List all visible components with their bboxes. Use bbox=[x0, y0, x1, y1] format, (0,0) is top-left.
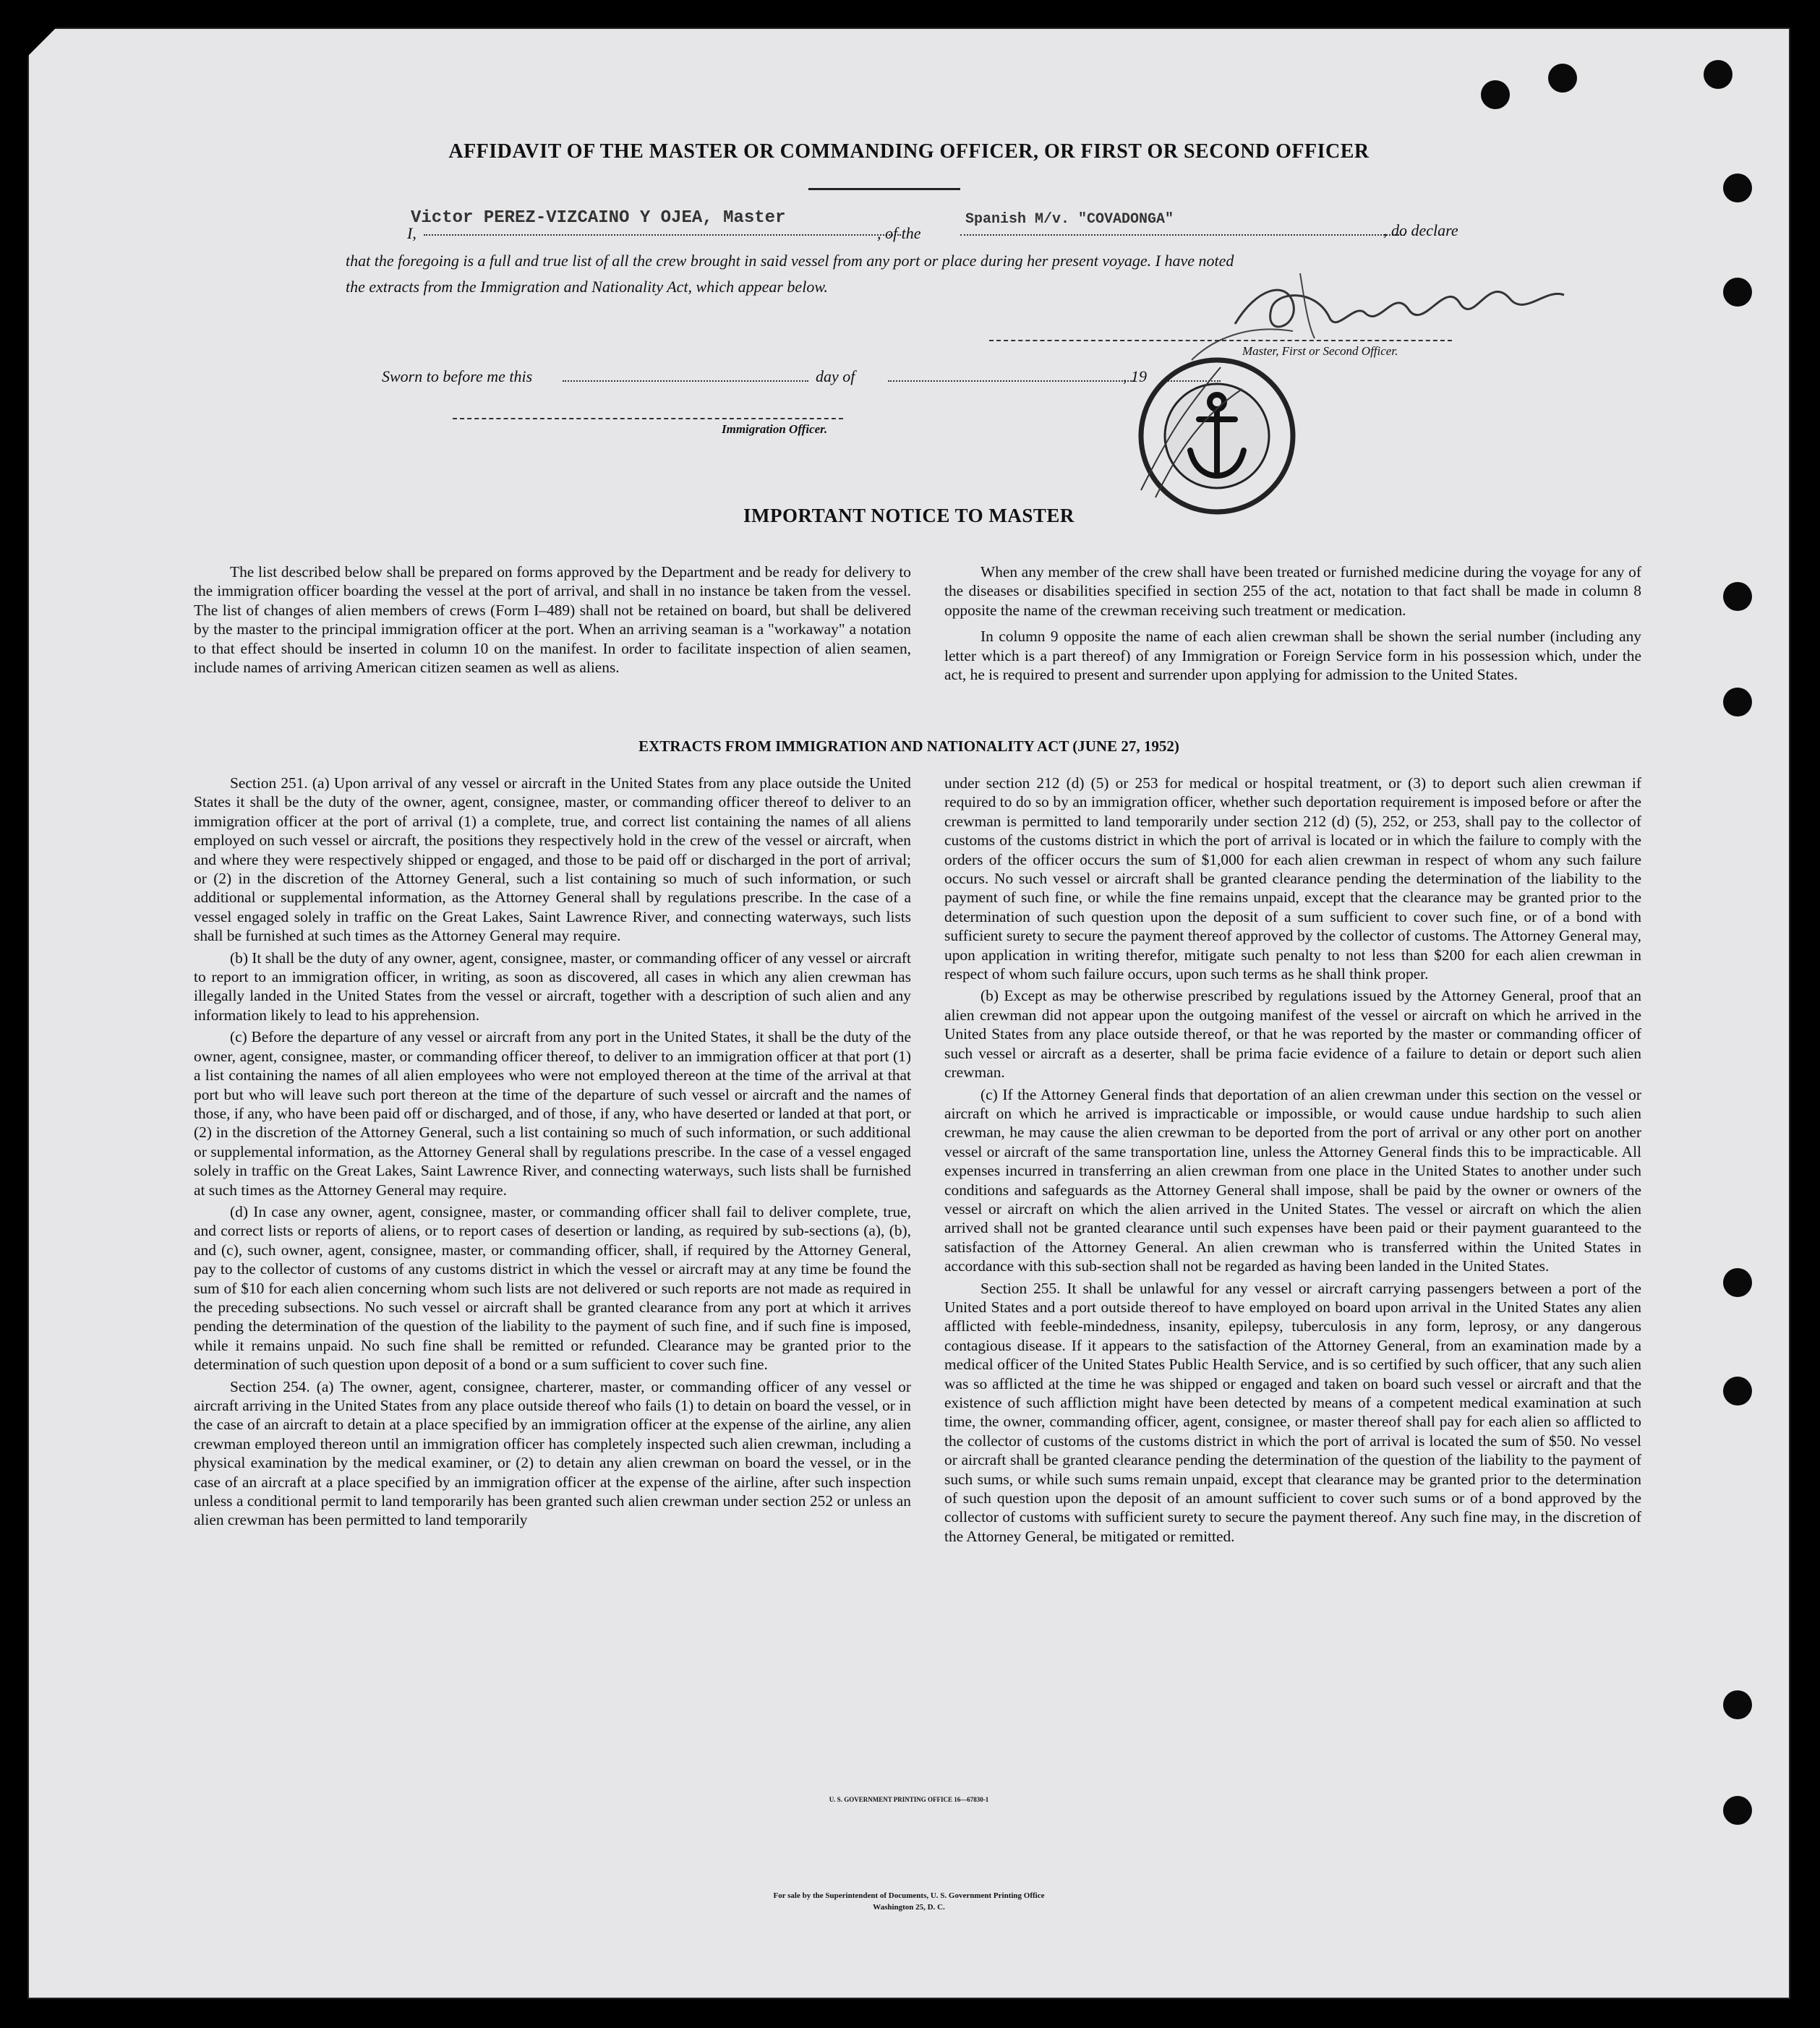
day-of-label: day of bbox=[816, 367, 855, 385]
printing-office-imprint: U. S. GOVERNMENT PRINTING OFFICE 16—67830-1 bbox=[829, 1796, 989, 1803]
section-254a-continued: under section 212 (d) (5) or 253 for medical or hospital treatment, or (3) to deport such alien crewman if required to do so by an immigration officer, whether such deportation requirement is imposed before or after the crewman is permitted to land temporarily under section 212 (d) (5), 252, or 253, shall pay to the collector of customs of the customs district in which the port of arrival is located or in which the failure to comply with the orders of the officer occurs the sum of $1,000 for each alien crewman in respect of whom any such failure occurs. No such vessel or aircraft shall be granted clearance pending the determination of the liability to the payment of such fine, or while the fine remains unpaid, except that the clearance may be granted prior to the determination of such question upon the deposit of a sum sufficient to cover such fine, or of a bond with sufficient surety to secure the payment thereof approved by the collector of customs. The Attorney General may, upon application in writing therefor, mitigate such penalty to not less than $200 for each alien crewman in respect of whom such failure occurs, upon such terms as he shall think proper. bbox=[944, 774, 1641, 983]
punch-hole-icon bbox=[1481, 80, 1510, 109]
punch-hole-icon bbox=[1723, 174, 1752, 202]
immigration-officer-label: Immigration Officer. bbox=[722, 422, 828, 436]
section-251d: (d) In case any owner, agent, consignee, master, or commanding officer shall fail to deliver complete, true, and correct lists or reports of aliens, or to report cases of desertion or landing, as required by sub-sections (a), (b), and (c), such owner, agent, consignee, master, or commanding officer, shall, if required by the Attorney General, pay to the collector of customs of any customs district in which the vessel or aircraft may at any time be found the sum of $10 for each alien concerning whom such lists are not delivered or such reports are not made as required in the preceding subsections. No such vessel or aircraft shall be granted clearance from any port at which it arrives pending the determination of the question of the liability to the payment of such fine, and if such fine is imposed, while it remains unpaid. No such fine shall be remitted or refunded. Clearance may be granted prior to the determination of such question upon deposit of a bond or a sum sufficient to cover such fine. bbox=[194, 1202, 911, 1374]
affidavit-statement: that the foregoing is a full and true list of all the crew brought in said vessel from any port or place during her present voyage. I have noted bbox=[346, 252, 1234, 270]
signature-caption: Master, First or Second Officer. bbox=[1242, 344, 1398, 358]
title-rule bbox=[808, 188, 960, 190]
declarant-name: Victor PEREZ-VIZCAINO Y OJEA, Master bbox=[411, 208, 786, 228]
declarant-line bbox=[424, 234, 901, 236]
section-251b: (b) It shall be the duty of any owner, agent, consignee, master, or commanding officer of any vessel or aircraft to report to an immigration officer, in writing, as soon as discovered, all cases in which any alien crewman has illegally landed in the United States from the vessel or aircraft, together with a description of such alien and any information likely to lead to his apprehension. bbox=[194, 949, 911, 1024]
punch-hole-icon bbox=[1723, 1690, 1752, 1719]
signature-line bbox=[989, 340, 1452, 341]
section-254c: (c) If the Attorney General finds that deportation of an alien crewman under this section on the vessel or aircraft on which he arrived is impracticable or impossible, or would cause undue hardship to such alien crewman, he may cause the alien crewman to be deported from the port of arrival or any other port on another vessel or aircraft of the same transportation line, unless the Attorney General finds this to be impracticable. All expenses incurred in transferring an alien crewman from one place in the United States to another under such conditions and safeguards as the Attorney General shall impose, shall be paid by the owner or owners of the vessel or aircraft on which the alien arrived in the United States. The vessel or aircraft on which the alien arrived shall not be granted clearance until such expenses have been paid or their payment guaranteed to the satisfaction of the Attorney General. An alien crewman who is transferred within the United States in accordance with this sub-section shall not be regarded as having been landed in the United States. bbox=[944, 1085, 1641, 1275]
punch-hole-icon bbox=[1723, 278, 1752, 307]
punch-hole-icon bbox=[1704, 60, 1733, 89]
i-label: I, bbox=[407, 224, 416, 242]
notice-left-column bbox=[194, 562, 911, 680]
notice-right-column bbox=[944, 562, 1641, 687]
extracts-right-column bbox=[944, 774, 1641, 1549]
section-251a: Section 251. (a) Upon arrival of any vessel or aircraft in the United States from any place outside the United States it shall be the duty of the owner, agent, consignee, master, or commanding officer thereof to deliver to an immigration officer at the port of arrival (1) a complete, true, and correct list containing the names of all aliens employed on such vessel or aircraft, the positions they respectively hold in the crew of the vessel or aircraft, when and where they were respectively shipped or engaged, and those to be paid off or discharged in the port of arrival; or (2) in the discretion of the Attorney General, such a list containing so much of such information, or such additional or supplemental information, as the Attorney General shall by regulations prescribe. In the case of a vessel engaged solely in traffic on the Great Lakes, Saint Lawrence River, and connecting waterways, such lists shall be furnished at such times as the Attorney General may require. bbox=[194, 774, 911, 945]
notice-right-paragraph-1: When any member of the crew shall have been treated or furnished medicine during the voyage for any of the diseases or disabilities specified in section 255 of the act, notation to that fact shall be made in column 8 opposite the name of the crewman receiving such treatment or medication. bbox=[944, 563, 1641, 619]
corner-cut bbox=[27, 27, 56, 56]
for-sale-line-2: Washington 25, D. C. bbox=[873, 1903, 945, 1912]
punch-hole-icon bbox=[1723, 582, 1752, 611]
notice-title: IMPORTANT NOTICE TO MASTER bbox=[743, 505, 1075, 526]
section-254b: (b) Except as may be otherwise prescribed by regulations issued by the Attorney General, proof that an alien crewman did not appear upon the outgoing manifest of the vessel or aircraft on which he arrived in the United States from any place outside thereof, or that he was reported by the master or commanding officer of such vessel or aircraft as a deserter, shall be prima facie evidence of a failure to detain or deport such alien crewman. bbox=[944, 987, 1641, 1082]
sworn-label: Sworn to before me this bbox=[382, 367, 533, 385]
affidavit-statement-2: the extracts from the Immigration and Nationality Act, which appear below. bbox=[346, 278, 828, 296]
do-declare-label: , do declare bbox=[1383, 221, 1458, 239]
notice-left-paragraph: The list described below shall be prepared on forms approved by the Department and be ready for delivery to the immigration officer boarding the vessel at the port of arrival, and shall in no instance be taken from the vessel. The list of changes of alien members of crews (Form I–489) shall not be retained on board, but shall be delivered by the master to the principal immigration officer at the port. When an arriving seaman is a "workaway" a notation to that effect should be inserted in column 10 on the manifest. In order to facilitate inspection of alien seamen, include names of arriving American citizen seamen as well as aliens. bbox=[194, 563, 911, 677]
section-254a: Section 254. (a) The owner, agent, consignee, charterer, master, or commanding officer of any vessel or aircraft arriving in the United States from any place outside thereof who fails (1) to detain on board the vessel, or in the case of an aircraft to detain at a place specified by an immigration officer at the expense of the airline, any alien crewman employed thereon until an immigration officer has completely inspected such alien crewman, including a physical examination by the medical examiner, or (2) to detain any alien crewman on board the vessel, or in the case of an aircraft at a place specified by an immigration officer at the expense of the airline, after such inspection unless a conditional permit to land temporarily has been granted such alien crewman under section 252 or unless an alien crewman has been permitted to land temporarily bbox=[194, 1377, 911, 1529]
immigration-officer-line bbox=[453, 418, 843, 419]
notice-right-paragraph-2: In column 9 opposite the name of each alien crewman shall be shown the serial number (including any letter which is a part thereof) of any Immigration or Foreign Service form in his possession which, under the act, he is required to present and surrender upon applying for admission to the United States. bbox=[944, 628, 1641, 684]
vessel-line bbox=[960, 234, 1405, 236]
for-sale-line-1: For sale by the Superintendent of Documents, U. S. Government Printing Office bbox=[773, 1891, 1045, 1900]
punch-hole-icon bbox=[1548, 64, 1577, 93]
punch-hole-icon bbox=[1723, 688, 1752, 716]
ship-stamp-seal bbox=[1127, 346, 1307, 526]
section-251c: (c) Before the departure of any vessel or aircraft from any port in the United States, it shall be the duty of the owner, agent, consignee, master, or commanding officer thereof, to deliver to an immigration officer at that port (1) a list containing the names of all alien employees who were not employed thereon at the time of the arrival at that port but who will leave such port thereon at the time of the departure of such vessel or aircraft and the names of those, if any, who have been paid off or discharged, and of those, if any, who have deserted or landed at that port, or (2) in the discretion of the Attorney General, such a list containing so much of such information, or such additional or supplemental information, as the Attorney General shall by regulations prescribe. In the case of a vessel engaged solely in traffic on the Great Lakes, Saint Lawrence River, and connecting waterways, such lists shall be furnished at such times as the Attorney General may require. bbox=[194, 1028, 911, 1199]
section-255: Section 255. It shall be unlawful for any vessel or aircraft carrying passengers between a port of the United States and a port outside thereof to have employed on board upon arrival in the United States any alien afflicted with feeble-mindedness, insanity, epilepsy, tuberculosis in any form, leprosy, or any dangerous contagious disease. If it appears to the satisfaction of the Attorney General, from an examination made by a medical officer of the United States Public Health Service, and is so certified by such officer, that any such alien was so afflicted at the time he was shipped or engaged and taken on board such vessel or aircraft and that the existence of such affliction might have been detected by means of a competent medical examination at such time, the owner, commanding officer, agent, consignee, or master thereof shall pay for each alien so afflicted to the collector of customs of the customs district in which the port of arrival is located the sum of $50. No vessel or aircraft shall be granted clearance pending the determination of the question of the liability to the payment of such sums, or while such sums remain unpaid, except that clearance may be granted prior to the determination of such question upon the deposit of an amount sufficient to cover such sums or of a bond approved by the collector of customs with sufficient surety to secure the payment thereof. Any such fine may, in the discretion of the Attorney General, be mitigated or remitted. bbox=[944, 1279, 1641, 1545]
affidavit-title: AFFIDAVIT OF THE MASTER OR COMMANDING OFFICER, OR FIRST OR SECOND OFFICER bbox=[448, 140, 1370, 163]
punch-hole-icon bbox=[1723, 1268, 1752, 1297]
extracts-title: EXTRACTS FROM IMMIGRATION AND NATIONALITY ACT (JUNE 27, 1952) bbox=[638, 737, 1179, 755]
document-page bbox=[27, 27, 1790, 1999]
extracts-left-column bbox=[194, 774, 911, 1533]
vessel-name: Spanish M/v. "COVADONGA" bbox=[965, 211, 1174, 228]
sworn-day-line bbox=[563, 380, 808, 382]
of-the-label: , of the bbox=[877, 224, 921, 242]
sworn-month-line bbox=[888, 380, 1134, 382]
punch-hole-icon bbox=[1723, 1377, 1752, 1406]
year-label: , 19 bbox=[1123, 367, 1147, 385]
